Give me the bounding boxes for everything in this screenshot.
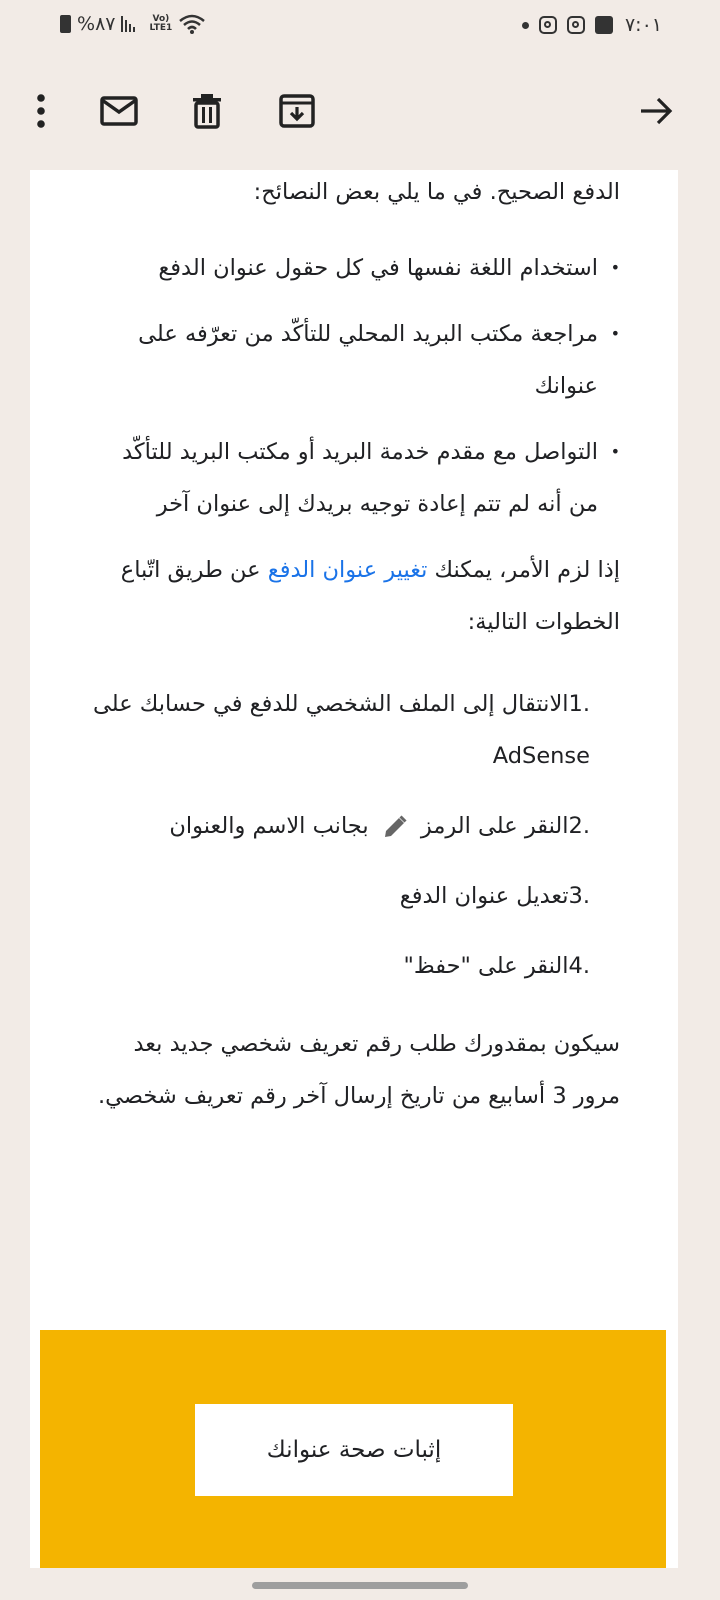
gallery-icon [595, 16, 613, 34]
back-button[interactable] [634, 89, 678, 133]
list-item: • استخدام اللغة نفسها في كل حقول عنوان الدفع [48, 242, 620, 294]
status-bar [0, 0, 720, 52]
battery-level: %٨٧ [77, 13, 116, 35]
delete-button[interactable] [185, 89, 229, 133]
battery-icon [60, 15, 71, 33]
email-body [30, 170, 678, 1568]
more-options-button[interactable] [19, 89, 63, 133]
mail-icon [100, 96, 138, 126]
list-item: • التواصل مع مقدم خدمة البريد أو مكتب البريد للتأكّد من أنه لم تتم إعادة توجيه بريدك إلى عنوان آخر [48, 426, 620, 530]
instagram-icon [539, 16, 557, 34]
signal-icon [121, 16, 137, 32]
clock: ٧:٠١ [624, 14, 662, 36]
tips-list [48, 242, 620, 530]
gesture-home-bar[interactable] [252, 1582, 468, 1589]
instagram-icon [567, 16, 585, 34]
intro-text: الدفع الصحيح. في ما يلي بعض النصائح: [253, 179, 620, 205]
volte-icon: Vo) LTE1 [149, 14, 173, 33]
status-right [522, 14, 662, 36]
status-left [60, 13, 206, 35]
verify-address-button[interactable]: إثبات صحة عنوانك [195, 1404, 513, 1496]
notification-dot-icon [522, 22, 529, 29]
more-vert-icon [36, 94, 46, 128]
change-payment-address-link[interactable]: تغيير عنوان الدفع [267, 557, 428, 583]
archive-icon [279, 94, 315, 128]
delete-icon [192, 93, 222, 129]
pencil-icon [382, 814, 408, 840]
email-article [30, 170, 678, 1122]
wifi-icon [178, 13, 206, 35]
archive-button[interactable] [275, 89, 319, 133]
cta-banner [40, 1330, 666, 1568]
list-item: 2.النقر على الرمز بجانب الاسم والعنوان [169, 813, 590, 839]
list-item: 4.النقر على "حفظ" [403, 953, 590, 979]
new-pin-paragraph: سيكون بمقدورك طلب رقم تعريف شخصي جديد بعد مرور 3 أسابيع من تاريخ إرسال آخر رقم تعريف شخصي. [97, 1031, 620, 1109]
arrow-forward-icon [639, 96, 673, 126]
list-item: • مراجعة مكتب البريد المحلي للتأكّد من تعرّفه على عنوانك [48, 308, 620, 412]
change-address-paragraph: إذا لزم الأمر، يمكنك تغيير عنوان الدفع عن طريق اتّباع الخطوات التالية: [120, 557, 620, 635]
list-item: 3.تعديل عنوان الدفع [399, 883, 590, 909]
steps-list [48, 678, 620, 992]
email-toolbar [0, 52, 720, 170]
list-item: 1.الانتقال إلى الملف الشخصي للدفع في حسابك على AdSense [93, 691, 590, 769]
mark-unread-button[interactable] [97, 89, 141, 133]
